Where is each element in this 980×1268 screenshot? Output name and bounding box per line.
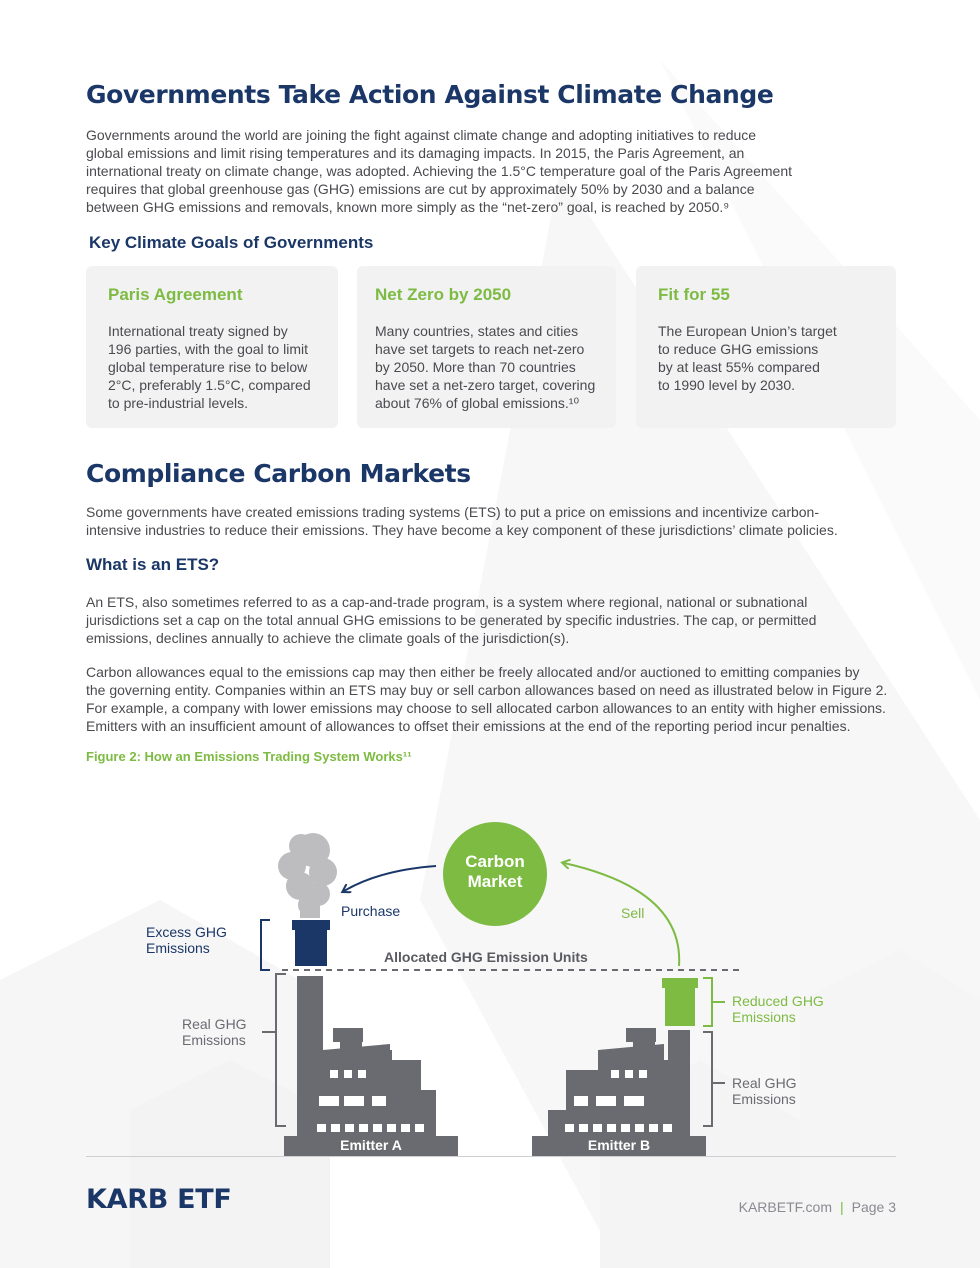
paragraph-line: global emissions and limit rising temperatures and its damaging impacts. In 2015, the Paris Agreement, an <box>86 145 745 161</box>
paragraph-line: the governing entity. Companies within an ETS may buy or sell carbon allowances based on need as illustrated below in Figure 2. <box>86 682 888 698</box>
paragraph-line: intensive industries to reduce their emissions. They have become a key component of these jurisdictions’ climate policies. <box>86 522 838 538</box>
reduced-label: Emissions <box>732 1009 796 1025</box>
footer-site-link[interactable]: KARBETF.com <box>738 1199 832 1215</box>
paragraph-line: Emitters with an insufficient amount of allowances to offset their emissions at the end of the reporting period incur penalties. <box>86 718 851 734</box>
real-ghg-label-b: Emissions <box>732 1091 796 1107</box>
paragraph-line: An ETS, also sometimes referred to as a cap-and-trade program, is a system where regional, national or subnational <box>86 594 808 610</box>
paragraph-line: jurisdictions set a cap on the total annual GHG emissions to be generated by specific industries. The cap, or permitted <box>86 612 817 628</box>
footer-info <box>739 1199 896 1215</box>
excess-bracket <box>261 920 270 970</box>
card-title: Net Zero by 2050 <box>375 285 512 304</box>
card-title: Paris Agreement <box>108 285 243 304</box>
card-line: to reduce GHG emissions <box>658 341 819 357</box>
excess-label: Excess GHG <box>146 924 227 940</box>
emitter-a-label: Emitter A <box>340 1137 402 1153</box>
real-ghg-bracket-a <box>276 974 286 1126</box>
reduced-bracket <box>703 978 712 1026</box>
card-body <box>108 322 311 412</box>
sell-label: Sell <box>621 905 645 921</box>
carbon-market-label: Carbon <box>465 852 525 871</box>
smoke-cloud-icon <box>278 833 337 918</box>
paragraph-line: Carbon allowances equal to the emissions cap may then either be freely allocated and/or auctioned to emitting companies by <box>86 664 860 680</box>
paragraph-line: international treaty on climate change, was adopted. Achieving the 1.5°C temperature goal of the Paris Agreement <box>86 163 793 179</box>
card-line: to pre-industrial levels. <box>108 395 249 411</box>
goal-card-net-zero <box>357 266 616 428</box>
card-line: have set a net-zero target, covering <box>375 377 596 393</box>
ets-paragraph-2 <box>86 663 906 735</box>
emitter-b-factory-icon <box>532 978 706 1156</box>
figure-caption: Figure 2: How an Emissions Trading System Works¹¹ <box>86 749 412 764</box>
card-line: 196 parties, with the goal to limit <box>108 341 308 357</box>
paragraph-line: For example, a company with lower emissions may choose to sell allocated carbon allowances to an entity with higher emissions. <box>86 700 886 716</box>
section-title-carbon-markets: Compliance Carbon Markets <box>86 459 471 488</box>
real-ghg-bracket-b <box>703 1032 712 1126</box>
real-ghg-label-a: Real GHG <box>182 1016 247 1032</box>
card-line: The European Union’s target <box>658 323 837 339</box>
ets-paragraph-1 <box>86 593 906 647</box>
page-number: Page 3 <box>851 1199 896 1215</box>
carbon-markets-intro <box>86 503 906 539</box>
card-body <box>658 322 837 394</box>
goal-card-fit-for-55 <box>636 266 896 428</box>
card-line: to 1990 level by 2030. <box>658 377 795 393</box>
card-body <box>375 322 595 412</box>
purchase-label: Purchase <box>341 903 401 919</box>
card-title: Fit for 55 <box>658 285 730 304</box>
paragraph-line: between GHG emissions and removals, known more simply as the “net-zero” goal, is reached by 2050.⁹ <box>86 199 730 215</box>
excess-label: Emissions <box>146 940 210 956</box>
footer-separator: | <box>839 1199 844 1215</box>
footer-divider <box>86 1156 896 1157</box>
karb-etf-logo: KARB ETF <box>86 1184 232 1215</box>
reduced-label: Reduced GHG <box>732 993 824 1009</box>
purchase-arrow-icon <box>344 866 436 891</box>
emitter-b-label: Emitter B <box>587 1137 651 1153</box>
section-title-climate-action: Governments Take Action Against Climate Change <box>86 80 774 109</box>
ets-subheading: What is an ETS? <box>86 555 220 574</box>
real-ghg-label-b: Real GHG <box>732 1075 797 1091</box>
climate-action-paragraph <box>86 126 906 216</box>
card-line: Many countries, states and cities <box>375 323 579 339</box>
ets-diagram <box>0 780 980 1180</box>
allocated-label: Allocated GHG Emission Units <box>384 949 588 965</box>
card-line: by at least 55% compared <box>658 359 820 375</box>
paragraph-line: Some governments have created emissions trading systems (ETS) to put a price on emissions and incentivize carbon- <box>86 504 820 520</box>
card-line: 2°C, preferably 1.5°C, compared <box>108 377 311 393</box>
goal-card-paris-agreement <box>86 266 338 428</box>
real-ghg-label-a: Emissions <box>182 1032 246 1048</box>
carbon-market-label: Market <box>467 872 523 891</box>
card-line: about 76% of global emissions.¹⁰ <box>375 395 580 411</box>
card-line: International treaty signed by <box>108 323 288 339</box>
card-line: have set targets to reach net-zero <box>375 341 585 357</box>
paragraph-line: Governments around the world are joining the fight against climate change and adopting initiatives to reduce <box>86 127 757 143</box>
key-goals-heading: Key Climate Goals of Governments <box>89 233 374 252</box>
paragraph-line: requires that global greenhouse gas (GHG) emissions are cut by approximately 50% by 2030 and a balance <box>86 181 755 197</box>
paragraph-line: emissions, declines annually to achieve the climate goals of the jurisdiction(s). <box>86 630 570 646</box>
card-line: by 2050. More than 70 countries <box>375 359 576 375</box>
card-line: global temperature rise to below <box>108 359 308 375</box>
